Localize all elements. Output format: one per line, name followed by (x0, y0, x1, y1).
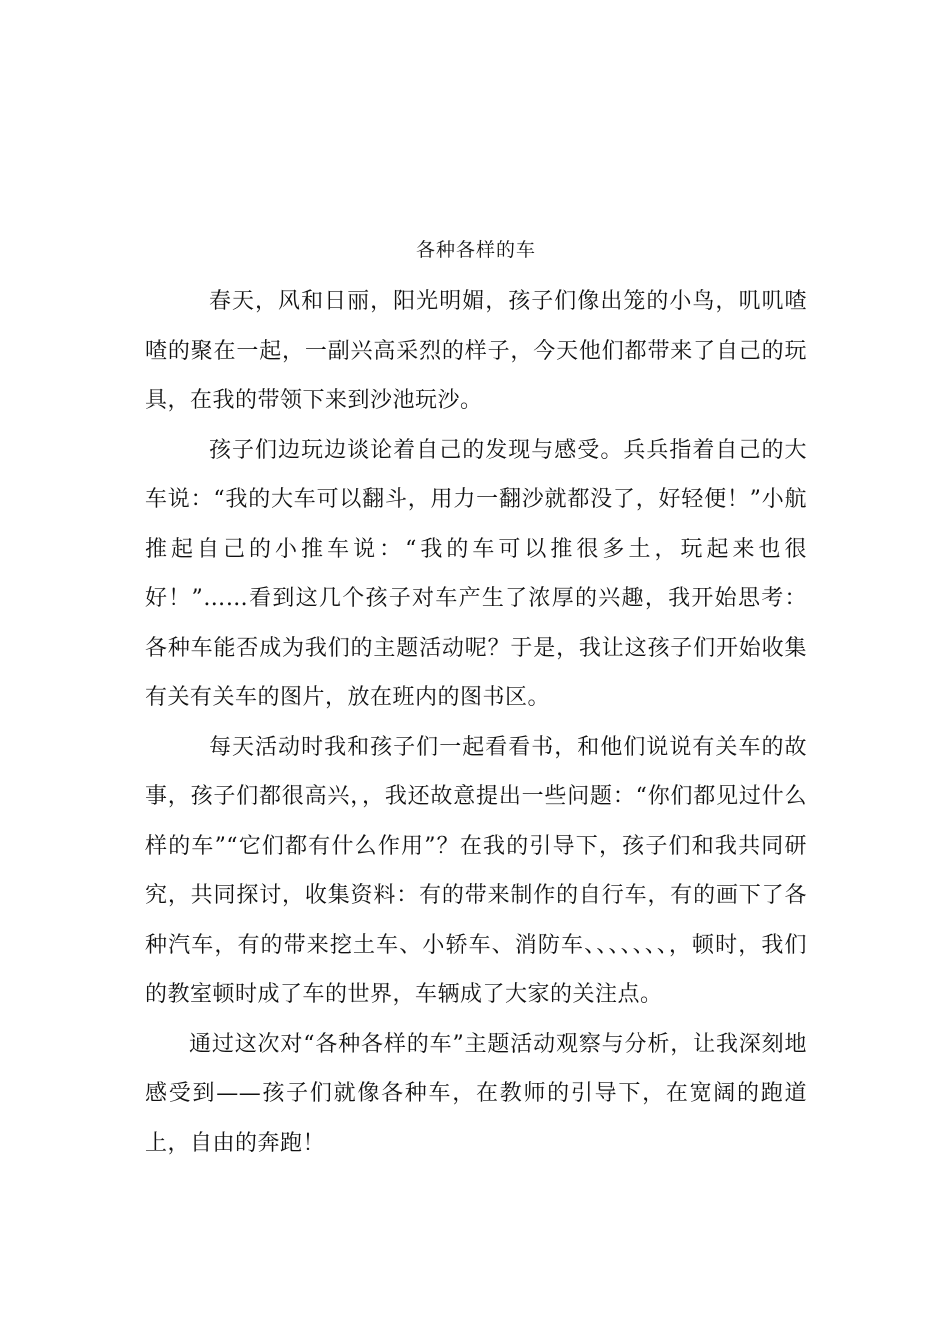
paragraph-2: 孩子们边玩边谈论着自己的发现与感受。兵兵指着自己的大车说：“我的大车可以翻斗，用力一翻沙就都没了，好轻便！”小航推起自己的小推车说：“我的车可以推很多土，玩起来也很好！”……看到这几个孩子对车产生了浓厚的兴趣，我开始思考：各种车能否成为我们的主题活动呢？于是，我让这孩子们开始收集有关有关车的图片，放在班内的图书区。 (145, 437, 807, 710)
paragraph-1: 春天，风和日丽，阳光明媚，孩子们像出笼的小鸟，叽叽喳喳的聚在一起，一副兴高采烈的样子，今天他们都带来了自己的玩具，在我的带领下来到沙池玩沙。 (145, 289, 807, 413)
document-title: 各种各样的车 (415, 239, 536, 261)
paragraph-4: 通过这次对“各种各样的车”主题活动观察与分析，让我深刻地感受到——孩子们就像各种车，在教师的引导下，在宽阔的跑道上，自由的奔跑！ (145, 1031, 807, 1156)
paragraph-3: 每天活动时我和孩子们一起看看书，和他们说说有关车的故事，孩子们都很高兴，，我还故意提出一些问题：“你们都见过什么样的车”“它们都有什么作用”？在我的引导下，孩子们和我共同研究，共同探讨，收集资料：有的带来制作的自行车，有的画下了各种汽车，有的带来挖土车、小轿车、消防车、、、、、、、，顿时，我们的教室顿时成了车的世界，车辆成了大家的关注点。 (145, 734, 807, 1007)
document-body (145, 233, 807, 1168)
